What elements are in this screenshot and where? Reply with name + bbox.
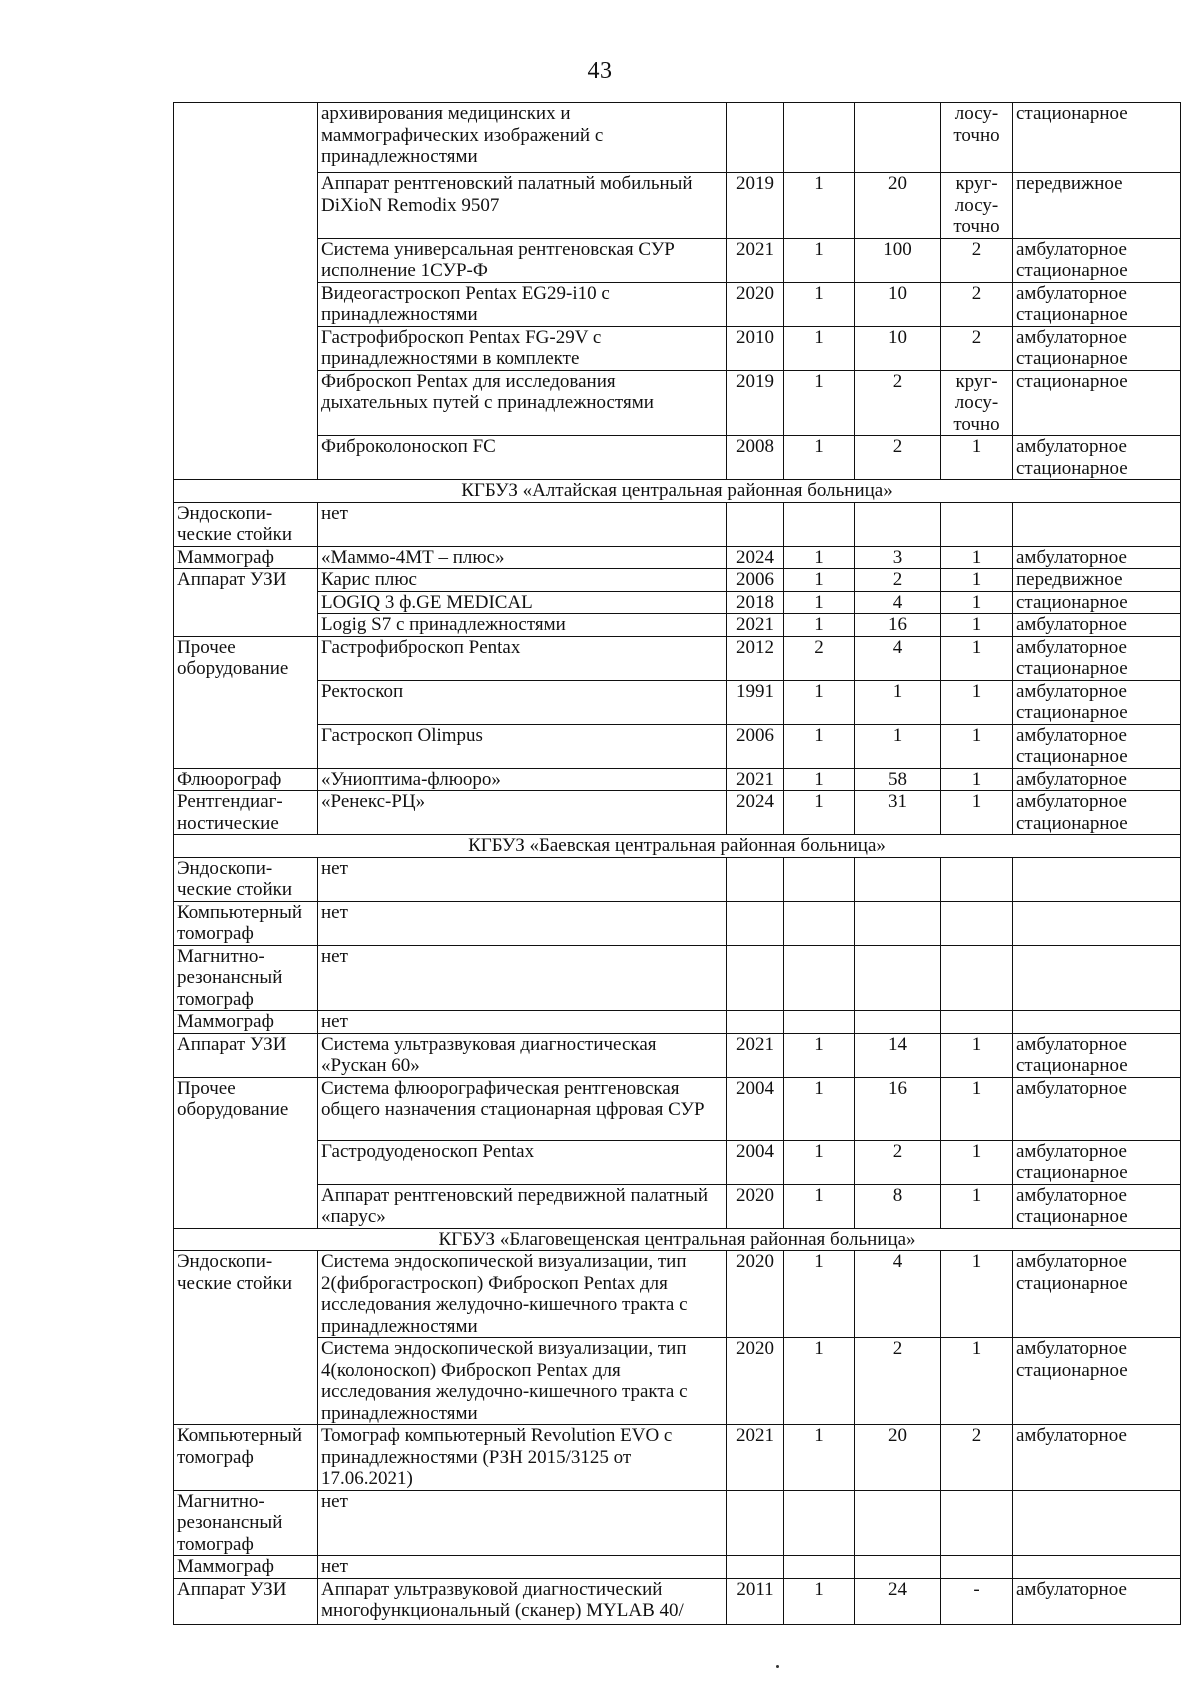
category-cell: Маммограф bbox=[174, 1011, 318, 1034]
equipment-name-cell: Logig S7 с принадлежностями bbox=[318, 614, 727, 637]
year-cell: 2021 bbox=[727, 1425, 784, 1491]
usage-type-cell: передвижное bbox=[1013, 569, 1181, 592]
quantity-cell bbox=[784, 502, 855, 546]
shift-cell: - bbox=[941, 1578, 1013, 1624]
table-row bbox=[174, 1556, 1181, 1579]
year-cell: 2024 bbox=[727, 791, 784, 835]
category-cell: Прочее оборудование bbox=[174, 636, 318, 768]
equipment-name-cell: Аппарат рентгеновский передвижной палатный «парус» bbox=[318, 1184, 727, 1228]
section-title: КГБУЗ «Баевская центральная районная больница» bbox=[174, 835, 1181, 858]
category-cell: Магнитно-резонансный томограф bbox=[174, 945, 318, 1011]
equipment-name-cell: Гастроскоп Olimpus bbox=[318, 724, 727, 768]
year-cell bbox=[727, 945, 784, 1011]
table-row bbox=[174, 173, 1181, 239]
quantity-cell: 1 bbox=[784, 1140, 855, 1184]
year-cell: 2004 bbox=[727, 1140, 784, 1184]
shift-cell bbox=[941, 1490, 1013, 1556]
quantity-cell: 1 bbox=[784, 591, 855, 614]
usage-type-cell bbox=[1013, 857, 1181, 901]
equipment-name-cell: нет bbox=[318, 945, 727, 1011]
year-cell: 2021 bbox=[727, 1033, 784, 1077]
load-cell: 16 bbox=[855, 1077, 941, 1140]
equipment-name-cell: нет bbox=[318, 1011, 727, 1034]
shift-cell: 1 bbox=[941, 680, 1013, 724]
quantity-cell: 1 bbox=[784, 370, 855, 436]
equipment-name-cell: «Униоптима-флюоро» bbox=[318, 768, 727, 791]
category-cell: Прочее оборудование bbox=[174, 1077, 318, 1228]
shift-cell: 1 bbox=[941, 1338, 1013, 1425]
category-cell: Маммограф bbox=[174, 546, 318, 569]
year-cell: 2004 bbox=[727, 1077, 784, 1140]
equipment-name-cell: Видеогастроскоп Pentax EG29-i10 с принадлежностями bbox=[318, 282, 727, 326]
year-cell: 2021 bbox=[727, 768, 784, 791]
load-cell: 100 bbox=[855, 238, 941, 282]
year-cell: 2006 bbox=[727, 724, 784, 768]
shift-cell bbox=[941, 1011, 1013, 1034]
shift-cell bbox=[941, 857, 1013, 901]
shift-cell: 1 bbox=[941, 1184, 1013, 1228]
usage-type-cell: амбулаторное стационарное bbox=[1013, 1184, 1181, 1228]
usage-type-cell: амбулаторное стационарное bbox=[1013, 238, 1181, 282]
shift-cell bbox=[941, 1556, 1013, 1579]
equipment-name-cell: нет bbox=[318, 901, 727, 945]
load-cell: 1 bbox=[855, 724, 941, 768]
shift-cell: 2 bbox=[941, 326, 1013, 370]
shift-cell: 1 bbox=[941, 724, 1013, 768]
category-cell: Компьютерный томограф bbox=[174, 1425, 318, 1491]
equipment-name-cell: Фиброскоп Pentax для исследования дыхательных путей с принадлежностями bbox=[318, 370, 727, 436]
equipment-name-cell: Система эндоскопической визуализации, тип 2(фиброгастроскоп) Фиброскоп Pentax для исследования желудочно-кишечного тракта с принадлежностями bbox=[318, 1251, 727, 1338]
year-cell: 2012 bbox=[727, 636, 784, 680]
table-row bbox=[174, 370, 1181, 436]
table-row bbox=[174, 238, 1181, 282]
category-cell: Аппарат УЗИ bbox=[174, 1578, 318, 1624]
load-cell: 2 bbox=[855, 436, 941, 480]
table-row bbox=[174, 1338, 1181, 1425]
year-cell bbox=[727, 103, 784, 173]
quantity-cell: 1 bbox=[784, 546, 855, 569]
load-cell bbox=[855, 857, 941, 901]
shift-cell: 1 bbox=[941, 1140, 1013, 1184]
shift-cell bbox=[941, 901, 1013, 945]
shift-cell: 1 bbox=[941, 591, 1013, 614]
category-cell: Эндоскопи-ческие стойки bbox=[174, 502, 318, 546]
table-row bbox=[174, 282, 1181, 326]
table-row bbox=[174, 103, 1181, 173]
usage-type-cell bbox=[1013, 1490, 1181, 1556]
equipment-name-cell: Гастрофиброскоп Pentax FG-29V с принадлежностями в комплекте bbox=[318, 326, 727, 370]
load-cell bbox=[855, 945, 941, 1011]
table-row bbox=[174, 614, 1181, 637]
usage-type-cell: амбулаторное стационарное bbox=[1013, 1251, 1181, 1338]
table-row bbox=[174, 1184, 1181, 1228]
load-cell: 2 bbox=[855, 1338, 941, 1425]
quantity-cell: 1 bbox=[784, 282, 855, 326]
quantity-cell: 1 bbox=[784, 724, 855, 768]
table-row bbox=[174, 857, 1181, 901]
quantity-cell: 1 bbox=[784, 238, 855, 282]
usage-type-cell: амбулаторное стационарное bbox=[1013, 791, 1181, 835]
quantity-cell: 1 bbox=[784, 326, 855, 370]
load-cell: 20 bbox=[855, 173, 941, 239]
table-row bbox=[174, 901, 1181, 945]
usage-type-cell bbox=[1013, 1011, 1181, 1034]
usage-type-cell: стационарное bbox=[1013, 370, 1181, 436]
usage-type-cell: стационарное bbox=[1013, 591, 1181, 614]
load-cell: 8 bbox=[855, 1184, 941, 1228]
shift-cell: 2 bbox=[941, 238, 1013, 282]
equipment-name-cell: Гастродуоденоскоп Pentax bbox=[318, 1140, 727, 1184]
table-row bbox=[174, 1033, 1181, 1077]
load-cell: 2 bbox=[855, 1140, 941, 1184]
section-title: КГБУЗ «Благовещенская центральная районная больница» bbox=[174, 1228, 1181, 1251]
table-row bbox=[174, 791, 1181, 835]
year-cell: 2008 bbox=[727, 436, 784, 480]
shift-cell: 2 bbox=[941, 282, 1013, 326]
page-number: 43 bbox=[587, 58, 613, 84]
equipment-table bbox=[173, 102, 1181, 1625]
section-row bbox=[174, 1228, 1181, 1251]
load-cell: 4 bbox=[855, 591, 941, 614]
load-cell: 24 bbox=[855, 1578, 941, 1624]
quantity-cell bbox=[784, 857, 855, 901]
table-row bbox=[174, 436, 1181, 480]
table-row bbox=[174, 569, 1181, 592]
quantity-cell: 1 bbox=[784, 1077, 855, 1140]
section-title: КГБУЗ «Алтайская центральная районная больница» bbox=[174, 480, 1181, 503]
shift-cell: 1 bbox=[941, 546, 1013, 569]
equipment-name-cell: Система флюорографическая рентгеновская общего назначения стационарная цфровая СУР bbox=[318, 1077, 727, 1140]
equipment-name-cell: Томограф компьютерный Revolution EVO с принадлежностями (РЗН 2015/3125 от 17.06.2021) bbox=[318, 1425, 727, 1491]
shift-cell: 1 bbox=[941, 636, 1013, 680]
load-cell: 16 bbox=[855, 614, 941, 637]
equipment-name-cell: нет bbox=[318, 1490, 727, 1556]
quantity-cell: 1 bbox=[784, 1425, 855, 1491]
shift-cell: 1 bbox=[941, 791, 1013, 835]
shift-cell: круг-лосу-точно bbox=[941, 173, 1013, 239]
quantity-cell: 1 bbox=[784, 436, 855, 480]
year-cell bbox=[727, 901, 784, 945]
quantity-cell: 1 bbox=[784, 1578, 855, 1624]
category-cell: Маммограф bbox=[174, 1556, 318, 1579]
year-cell: 2019 bbox=[727, 173, 784, 239]
scan-dot bbox=[776, 1665, 779, 1668]
load-cell: 10 bbox=[855, 326, 941, 370]
table-row bbox=[174, 502, 1181, 546]
table-row bbox=[174, 591, 1181, 614]
load-cell: 14 bbox=[855, 1033, 941, 1077]
table-row bbox=[174, 1011, 1181, 1034]
category-cell: Эндоскопи-ческие стойки bbox=[174, 1251, 318, 1425]
table-row bbox=[174, 724, 1181, 768]
load-cell bbox=[855, 901, 941, 945]
year-cell bbox=[727, 502, 784, 546]
quantity-cell: 1 bbox=[784, 1033, 855, 1077]
year-cell: 2024 bbox=[727, 546, 784, 569]
year-cell bbox=[727, 1011, 784, 1034]
equipment-name-cell: Аппарат рентгеновский палатный мобильный DiXioN Remodix 9507 bbox=[318, 173, 727, 239]
usage-type-cell: амбулаторное стационарное bbox=[1013, 1338, 1181, 1425]
equipment-name-cell: Система эндоскопической визуализации, тип 4(колоноскоп) Фиброскоп Pentax для исследования желудочно-кишечного тракта с принадлежностями bbox=[318, 1338, 727, 1425]
year-cell bbox=[727, 1490, 784, 1556]
year-cell: 2021 bbox=[727, 238, 784, 282]
equipment-name-cell: Система ультразвуковая диагностическая «Рускан 60» bbox=[318, 1033, 727, 1077]
load-cell: 2 bbox=[855, 370, 941, 436]
usage-type-cell: амбулаторное bbox=[1013, 768, 1181, 791]
usage-type-cell: амбулаторное стационарное bbox=[1013, 636, 1181, 680]
category-cell: Эндоскопи-ческие стойки bbox=[174, 857, 318, 901]
equipment-name-cell: «Маммо-4МТ – плюс» bbox=[318, 546, 727, 569]
quantity-cell: 1 bbox=[784, 1184, 855, 1228]
year-cell: 2006 bbox=[727, 569, 784, 592]
category-cell: Компьютерный томограф bbox=[174, 901, 318, 945]
year-cell: 2011 bbox=[727, 1578, 784, 1624]
category-cell bbox=[174, 103, 318, 480]
equipment-name-cell: LOGIQ 3 ф.GE MEDICAL bbox=[318, 591, 727, 614]
shift-cell bbox=[941, 502, 1013, 546]
load-cell bbox=[855, 1556, 941, 1579]
category-cell: Рентгендиаг-ностические bbox=[174, 791, 318, 835]
equipment-name-cell: Ректоскоп bbox=[318, 680, 727, 724]
year-cell: 2019 bbox=[727, 370, 784, 436]
table-row bbox=[174, 1077, 1181, 1140]
shift-cell: 1 bbox=[941, 436, 1013, 480]
shift-cell: 1 bbox=[941, 1033, 1013, 1077]
shift-cell: 1 bbox=[941, 768, 1013, 791]
usage-type-cell: амбулаторное стационарное bbox=[1013, 282, 1181, 326]
equipment-name-cell: нет bbox=[318, 502, 727, 546]
quantity-cell bbox=[784, 945, 855, 1011]
usage-type-cell: амбулаторное стационарное bbox=[1013, 1140, 1181, 1184]
shift-cell: 1 bbox=[941, 569, 1013, 592]
shift-cell: 2 bbox=[941, 1425, 1013, 1491]
usage-type-cell: амбулаторное bbox=[1013, 614, 1181, 637]
table-row bbox=[174, 1251, 1181, 1338]
table-row bbox=[174, 1140, 1181, 1184]
table-row bbox=[174, 1490, 1181, 1556]
year-cell: 2020 bbox=[727, 1338, 784, 1425]
quantity-cell: 1 bbox=[784, 791, 855, 835]
category-cell: Аппарат УЗИ bbox=[174, 1033, 318, 1077]
table-row bbox=[174, 1578, 1181, 1624]
year-cell: 2010 bbox=[727, 326, 784, 370]
usage-type-cell bbox=[1013, 1556, 1181, 1579]
load-cell bbox=[855, 103, 941, 173]
shift-cell: 1 bbox=[941, 1077, 1013, 1140]
year-cell: 1991 bbox=[727, 680, 784, 724]
quantity-cell: 1 bbox=[784, 569, 855, 592]
quantity-cell: 2 bbox=[784, 636, 855, 680]
table-row bbox=[174, 945, 1181, 1011]
year-cell: 2020 bbox=[727, 1251, 784, 1338]
load-cell: 31 bbox=[855, 791, 941, 835]
equipment-name-cell: «Ренекс-РЦ» bbox=[318, 791, 727, 835]
quantity-cell: 1 bbox=[784, 680, 855, 724]
usage-type-cell: амбулаторное bbox=[1013, 546, 1181, 569]
usage-type-cell bbox=[1013, 502, 1181, 546]
category-cell: Флюорограф bbox=[174, 768, 318, 791]
load-cell: 58 bbox=[855, 768, 941, 791]
load-cell: 2 bbox=[855, 569, 941, 592]
equipment-name-cell: Гастрофиброскоп Pentax bbox=[318, 636, 727, 680]
usage-type-cell: амбулаторное bbox=[1013, 1077, 1181, 1140]
usage-type-cell bbox=[1013, 901, 1181, 945]
shift-cell: круг-лосу-точно bbox=[941, 370, 1013, 436]
load-cell bbox=[855, 1490, 941, 1556]
quantity-cell: 1 bbox=[784, 768, 855, 791]
year-cell: 2020 bbox=[727, 1184, 784, 1228]
load-cell: 3 bbox=[855, 546, 941, 569]
year-cell: 2021 bbox=[727, 614, 784, 637]
equipment-name-cell: нет bbox=[318, 1556, 727, 1579]
quantity-cell bbox=[784, 1011, 855, 1034]
quantity-cell bbox=[784, 1490, 855, 1556]
load-cell: 20 bbox=[855, 1425, 941, 1491]
table-row bbox=[174, 1425, 1181, 1491]
equipment-name-cell: Фиброколоноскоп FC bbox=[318, 436, 727, 480]
usage-type-cell: амбулаторное стационарное bbox=[1013, 326, 1181, 370]
quantity-cell bbox=[784, 901, 855, 945]
quantity-cell bbox=[784, 1556, 855, 1579]
equipment-name-cell: Система универсальная рентгеновская СУР исполнение 1СУР-Ф bbox=[318, 238, 727, 282]
table-row bbox=[174, 680, 1181, 724]
usage-type-cell: амбулаторное стационарное bbox=[1013, 680, 1181, 724]
equipment-name-cell: архивирования медицинских и маммографических изображений с принадлежностями bbox=[318, 103, 727, 173]
section-row bbox=[174, 480, 1181, 503]
usage-type-cell: амбулаторное bbox=[1013, 1425, 1181, 1491]
shift-cell: 1 bbox=[941, 614, 1013, 637]
table-row bbox=[174, 546, 1181, 569]
shift-cell: лосу-точно bbox=[941, 103, 1013, 173]
usage-type-cell: амбулаторное стационарное bbox=[1013, 436, 1181, 480]
category-cell: Магнитно-резонансный томограф bbox=[174, 1490, 318, 1556]
usage-type-cell: передвижное bbox=[1013, 173, 1181, 239]
usage-type-cell: стационарное bbox=[1013, 103, 1181, 173]
shift-cell bbox=[941, 945, 1013, 1011]
load-cell: 1 bbox=[855, 680, 941, 724]
year-cell: 2018 bbox=[727, 591, 784, 614]
section-row bbox=[174, 835, 1181, 858]
shift-cell: 1 bbox=[941, 1251, 1013, 1338]
equipment-table-body bbox=[174, 103, 1181, 1625]
equipment-name-cell: Аппарат ультразвуковой диагностический многофункциональный (сканер) MYLAB 40/ bbox=[318, 1578, 727, 1624]
year-cell bbox=[727, 1556, 784, 1579]
quantity-cell: 1 bbox=[784, 173, 855, 239]
year-cell: 2020 bbox=[727, 282, 784, 326]
quantity-cell: 1 bbox=[784, 1338, 855, 1425]
equipment-name-cell: нет bbox=[318, 857, 727, 901]
table-row bbox=[174, 768, 1181, 791]
usage-type-cell: амбулаторное стационарное bbox=[1013, 724, 1181, 768]
table-row bbox=[174, 636, 1181, 680]
table-row bbox=[174, 326, 1181, 370]
category-cell: Аппарат УЗИ bbox=[174, 569, 318, 637]
quantity-cell: 1 bbox=[784, 614, 855, 637]
year-cell bbox=[727, 857, 784, 901]
quantity-cell bbox=[784, 103, 855, 173]
usage-type-cell: амбулаторное bbox=[1013, 1578, 1181, 1624]
load-cell bbox=[855, 502, 941, 546]
equipment-name-cell: Карис плюс bbox=[318, 569, 727, 592]
quantity-cell: 1 bbox=[784, 1251, 855, 1338]
load-cell: 10 bbox=[855, 282, 941, 326]
usage-type-cell: амбулаторное стационарное bbox=[1013, 1033, 1181, 1077]
load-cell bbox=[855, 1011, 941, 1034]
usage-type-cell bbox=[1013, 945, 1181, 1011]
load-cell: 4 bbox=[855, 636, 941, 680]
load-cell: 4 bbox=[855, 1251, 941, 1338]
